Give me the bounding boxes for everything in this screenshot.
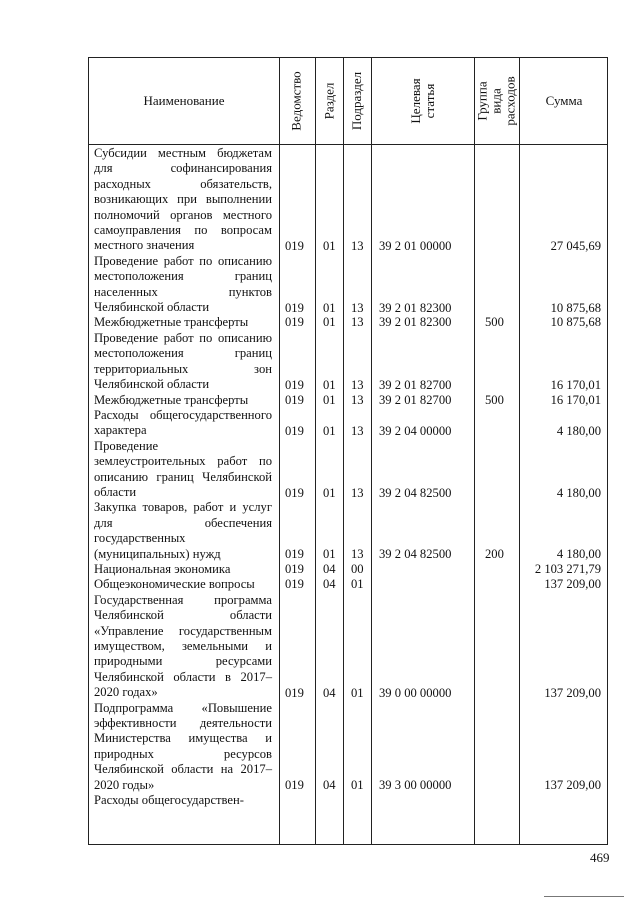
ved-cell: 019 — [285, 685, 304, 700]
description-column — [94, 146, 272, 808]
statya-cell: 39 2 04 00000 — [379, 423, 452, 438]
summa-cell: 2 103 271,79 — [534, 561, 601, 576]
row-name: Субсидии местным бюджетам для софинансирования расходных обязательств, возникающих при выполнении полномочий органов местного самоуправления по вопросам местного значения — [94, 146, 272, 253]
razdel-cell: 01 — [323, 546, 336, 561]
razdel-cell: 01 — [323, 485, 336, 500]
row-name: Проведение работ по описанию местоположения границ населенных пунктов Челябинской области — [94, 253, 272, 315]
header-name: Наименование — [143, 93, 225, 108]
page-number: 469 — [590, 850, 610, 865]
summa-cell: 10 875,68 — [550, 314, 601, 329]
footer-rule — [544, 896, 624, 897]
statya-cell: 39 2 01 82700 — [379, 392, 452, 407]
podrazdel-cell: 13 — [351, 300, 364, 315]
column-divider — [371, 58, 372, 844]
row-name: Общеэкономические вопросы — [94, 577, 255, 592]
summa-cell: 137 209,00 — [544, 777, 601, 792]
row-name: Расходы общегосударственного характера — [94, 407, 272, 438]
statya-cell: 39 2 01 82700 — [379, 377, 452, 392]
podrazdel-cell: 13 — [351, 314, 364, 329]
header-vedomstvo: Ведомство — [289, 71, 304, 131]
header-podrazdel: Подраздел — [349, 71, 365, 131]
column-divider — [519, 58, 520, 844]
razdel-cell: 01 — [323, 392, 336, 407]
statya-cell: 39 2 04 82500 — [379, 546, 452, 561]
summa-cell: 16 170,01 — [550, 392, 601, 407]
summa-cell: 10 875,68 — [550, 300, 601, 315]
header-summa: Сумма — [545, 93, 583, 108]
summa-cell: 4 180,00 — [556, 485, 601, 500]
row-name: Расходы общегосударствен- — [94, 793, 244, 808]
razdel-cell: 01 — [323, 314, 336, 329]
podrazdel-cell: 13 — [351, 546, 364, 561]
podrazdel-cell: 13 — [351, 238, 364, 253]
razdel-cell: 04 — [323, 576, 336, 591]
razdel-cell: 01 — [323, 300, 336, 315]
row-name: Проведение работ по описанию местоположения границ территориальных зон Челябинской области — [94, 330, 272, 392]
summa-cell: 137 209,00 — [544, 576, 601, 591]
razdel-cell: 04 — [323, 561, 336, 576]
summa-cell: 27 045,69 — [550, 238, 601, 253]
razdel-cell: 01 — [323, 377, 336, 392]
summa-cell: 4 180,00 — [556, 546, 601, 561]
budget-table — [88, 57, 608, 845]
ved-cell: 019 — [285, 300, 304, 315]
column-divider — [279, 58, 280, 844]
row-name: Государственная программа Челябинской области «Управление государственным имуществом, земельными и природными ресурсами Челябинской области в 2017–2020 годах» — [94, 592, 272, 700]
row-name: Подпрограмма «Повышение эффективности деятельности Министерства имущества и природных ресурсов Челябинской области на 2017–2020 годы» — [94, 700, 272, 792]
podrazdel-cell: 01 — [351, 777, 364, 792]
statya-cell: 39 2 01 82300 — [379, 314, 452, 329]
ved-cell: 019 — [285, 377, 304, 392]
gruppa-cell: 500 — [485, 392, 504, 407]
column-divider — [343, 58, 344, 844]
header-celevaya: Целевая статья — [407, 78, 437, 124]
podrazdel-cell: 13 — [351, 377, 364, 392]
summa-cell: 16 170,01 — [550, 377, 601, 392]
razdel-cell: 01 — [323, 238, 336, 253]
ved-cell: 019 — [285, 314, 304, 329]
statya-cell: 39 0 00 00000 — [379, 685, 452, 700]
row-name: Закупка товаров, работ и услуг для обеспечения государственных (муниципальных) нужд — [94, 500, 272, 561]
ved-cell: 019 — [285, 777, 304, 792]
header-divider — [89, 144, 607, 145]
ved-cell: 019 — [285, 546, 304, 561]
razdel-cell: 01 — [323, 423, 336, 438]
ved-cell: 019 — [285, 392, 304, 407]
ved-cell: 019 — [285, 423, 304, 438]
podrazdel-cell: 00 — [351, 561, 364, 576]
podrazdel-cell: 13 — [351, 485, 364, 500]
statya-cell: 39 3 00 00000 — [379, 777, 452, 792]
statya-cell: 39 2 04 82500 — [379, 485, 452, 500]
column-divider — [474, 58, 475, 844]
summa-cell: 4 180,00 — [556, 423, 601, 438]
summa-cell: 137 209,00 — [544, 685, 601, 700]
gruppa-cell: 200 — [485, 546, 504, 561]
statya-cell: 39 2 01 00000 — [379, 238, 452, 253]
row-name: Межбюджетные трансферты — [94, 315, 249, 330]
podrazdel-cell: 13 — [351, 423, 364, 438]
header-razdel: Раздел — [321, 82, 336, 120]
gruppa-cell: 500 — [485, 314, 504, 329]
statya-cell: 39 2 01 82300 — [379, 300, 452, 315]
ved-cell: 019 — [285, 238, 304, 253]
ved-cell: 019 — [285, 576, 304, 591]
row-name: Национальная экономика — [94, 561, 231, 576]
razdel-cell: 04 — [323, 777, 336, 792]
header-gruppa: Группа вида расходов — [474, 76, 518, 126]
row-name: Межбюджетные трансферты — [94, 392, 249, 407]
ved-cell: 019 — [285, 485, 304, 500]
podrazdel-cell: 13 — [351, 392, 364, 407]
razdel-cell: 04 — [323, 685, 336, 700]
ved-cell: 019 — [285, 561, 304, 576]
row-name: Проведение землеустроительных работ по описанию границ Челябинской области — [94, 438, 272, 499]
podrazdel-cell: 01 — [351, 576, 364, 591]
column-divider — [315, 58, 316, 844]
podrazdel-cell: 01 — [351, 685, 364, 700]
